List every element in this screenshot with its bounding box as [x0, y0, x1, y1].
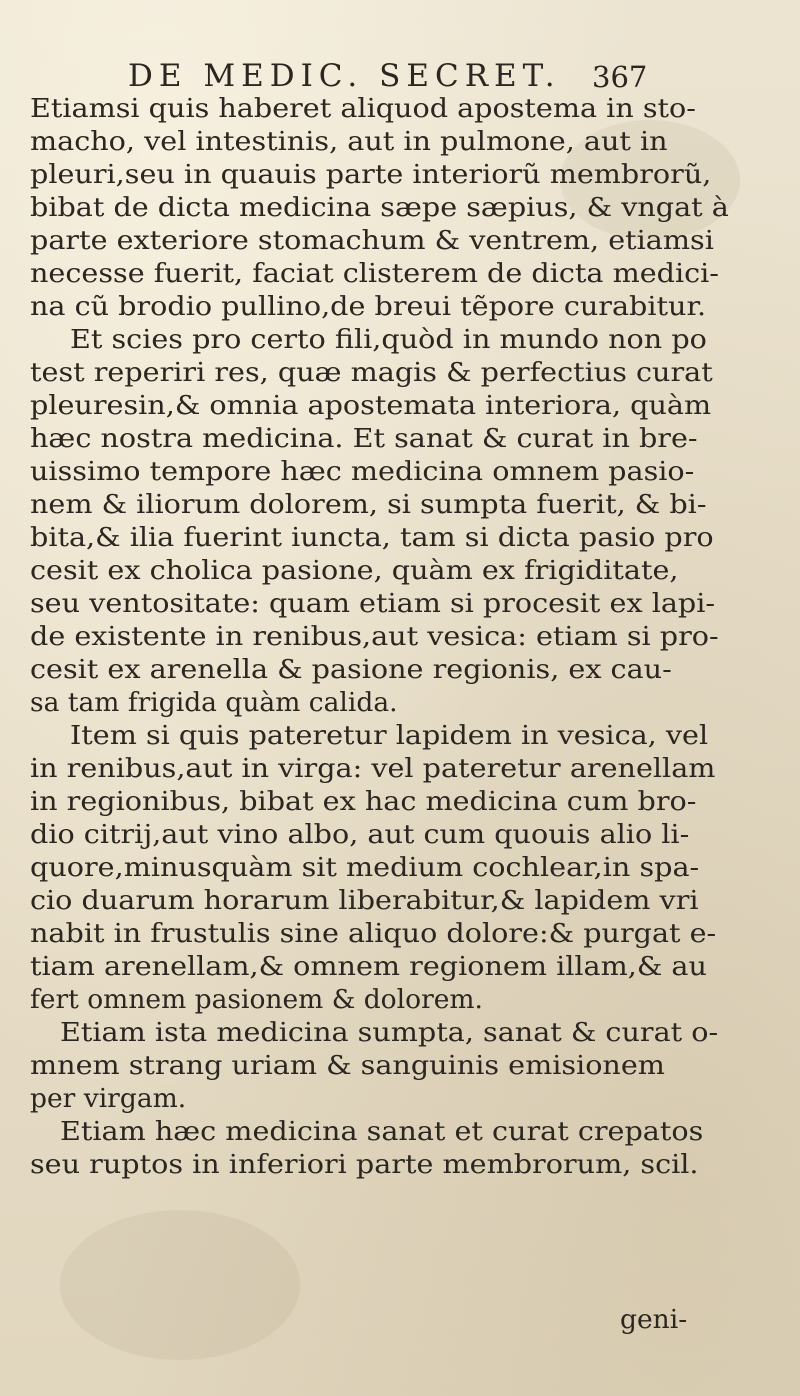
text-line: mnem strang uriam & sanguinis emisionem — [30, 1050, 665, 1081]
text-line: uissimo tempore hæc medicina omnem pasio- — [30, 456, 695, 487]
text-line: hæc nostra medicina. Et sanat & curat in bre- — [30, 423, 698, 454]
text-line: Item si quis pateretur lapidem in vesica, vel — [70, 720, 709, 751]
text-line: pleuresin,& omnia apostemata interiora, quàm — [30, 390, 712, 421]
text-line: dio citrij,aut vino albo, aut cum quouis alio li- — [30, 819, 690, 850]
running-head: DE MEDIC. SECRET. — [128, 58, 561, 94]
text-line: seu ventositate: quam etiam si procesit ex lapi- — [30, 588, 716, 619]
text-line: de existente in renibus,aut vesica: etiam si pro- — [30, 621, 719, 652]
text-line: in renibus,aut in virga: vel pateretur arenellam — [30, 753, 716, 784]
catchword: geni- — [620, 1304, 688, 1335]
text-line: cesit ex arenella & pasione regionis, ex cau- — [30, 654, 672, 685]
text-line: nem & iliorum dolorem, si sumpta fuerit, & bi- — [30, 489, 707, 520]
text-line: Etiam ista medicina sumpta, sanat & curat o- — [60, 1017, 719, 1048]
text-line: Etiamsi quis haberet aliquod apostema in sto- — [30, 93, 696, 124]
paper-stain — [60, 1210, 300, 1360]
text-line: per virgam. — [30, 1083, 187, 1114]
text-line: in regionibus, bibat ex hac medicina cum bro- — [30, 786, 697, 817]
text-line: macho, vel intestinis, aut in pulmone, aut in — [30, 126, 668, 157]
text-line: seu ruptos in inferiori parte membrorum, scil. — [30, 1149, 699, 1180]
text-line: pleuri,seu in quauis parte interiorũ membrorũ, — [30, 159, 712, 190]
text-line: bita,& ilia fuerint iuncta, tam si dicta pasio pro — [30, 522, 714, 553]
text-line: parte exteriore stomachum & ventrem, etiamsi — [30, 225, 714, 256]
body-text — [30, 92, 770, 1181]
text-line: necesse fuerit, faciat clisterem de dicta medici- — [30, 258, 719, 289]
text-line: quore,minusquàm sit medium cochlear,in spa- — [30, 852, 700, 883]
text-line: bibat de dicta medicina sæpe sæpius, & vngat à — [30, 192, 729, 223]
text-line: Et scies pro certo fili,quòd in mundo non po — [70, 324, 707, 355]
text-line: fert omnem pasionem & dolorem. — [30, 984, 483, 1015]
text-line: na cũ brodio pullino,de breui tẽpore curabitur. — [30, 291, 707, 322]
text-line: cio duarum horarum liberabitur,& lapidem vri — [30, 885, 699, 916]
text-line: nabit in frustulis sine aliquo dolore:& purgat e- — [30, 918, 717, 949]
text-line: tiam arenellam,& omnem regionem illam,& au — [30, 951, 707, 982]
text-line: Etiam hæc medicina sanat et curat crepatos — [60, 1116, 704, 1147]
text-line: test reperiri res, quæ magis & perfectius curat — [30, 357, 713, 388]
text-line: cesit ex cholica pasione, quàm ex frigiditate, — [30, 555, 679, 586]
page-number: 367 — [592, 60, 648, 94]
text-line: sa tam frigida quàm calida. — [30, 687, 398, 718]
